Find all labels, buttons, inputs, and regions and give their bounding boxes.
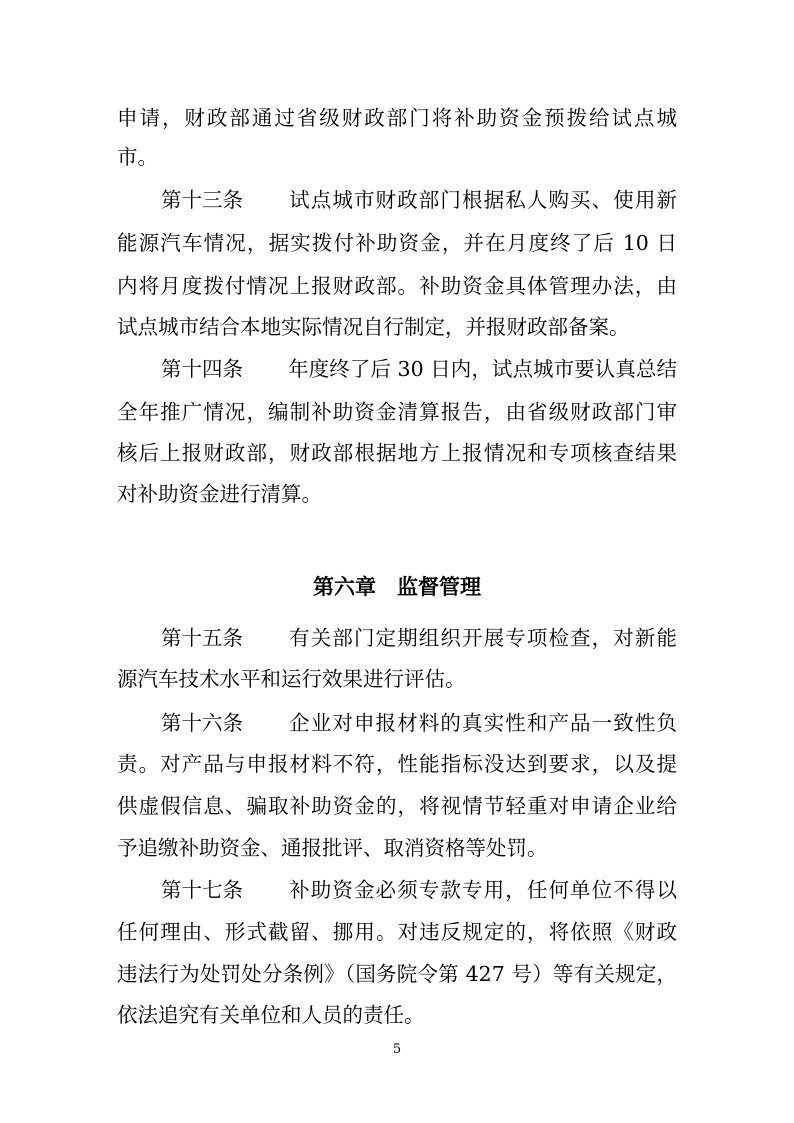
body-text-line: 予追缴补助资金、通报批评、取消资格等处罚。 (117, 836, 548, 860)
body-text-line: 全年推广情况，编制补助资金清算报告，由省级财政部门审 (117, 400, 677, 424)
article-13-text: 试点城市财政部门根据私人购买、使用新 (288, 188, 677, 212)
article-16-text: 企业对申报材料的真实性和产品一致性负 (288, 711, 677, 735)
body-text-line: 申请，财政部通过省级财政部门将补助资金预拨给试点城 (117, 106, 677, 130)
article-15-first-line (161, 628, 677, 649)
article-15-text: 有关部门定期组织开展专项检查，对新能 (288, 626, 677, 650)
body-text-line: 核后上报财政部，财政部根据地方上报情况和专项核查结果 (117, 441, 677, 465)
article-14-text: 年度终了后 30 日内，试点城市要认真总结 (288, 357, 677, 381)
article-15-label: 第十五条 (161, 626, 243, 650)
body-text-line: 对补助资金进行清算。 (117, 482, 322, 506)
body-text-line: 依法追究有关单位和人员的责任。 (117, 1003, 425, 1027)
body-text-line: 市。 (117, 145, 158, 169)
chapter-heading: 第六章 监督管理 (313, 575, 481, 599)
body-text-line: 内将月度拨付情况上报财政部。补助资金具体管理办法，由 (117, 274, 677, 298)
body-text-line: 能源汽车情况，据实拨付补助资金，并在月度终了后 10 日 (117, 231, 677, 255)
article-17-text: 补助资金必须专款专用，任何单位不得以 (288, 878, 677, 902)
article-13-first-line (161, 190, 677, 211)
page-number: 5 (392, 1042, 402, 1057)
article-13-label: 第十三条 (161, 188, 243, 212)
article-17-label: 第十七条 (161, 878, 243, 902)
article-14-label: 第十四条 (161, 357, 243, 381)
body-text-line: 供虚假信息、骗取补助资金的，将视情节轻重对申请企业给 (117, 794, 677, 818)
body-text-line: 责。对产品与申报材料不符，性能指标没达到要求，以及提 (117, 752, 677, 776)
article-16-label: 第十六条 (161, 711, 243, 735)
body-text-line: 源汽车技术水平和运行效果进行评估。 (117, 667, 466, 691)
body-text-line: 任何理由、形式截留、挪用。对违反规定的，将依照《财政 (117, 920, 677, 944)
article-17-first-line (161, 880, 677, 901)
article-14-first-line (161, 359, 677, 380)
article-16-first-line (161, 713, 677, 734)
body-text-line: 试点城市结合本地实际情况自行制定，并报财政部备案。 (117, 315, 630, 339)
body-text-line: 违法行为处罚处分条例》（国务院令第 427 号）等有关规定， (117, 962, 677, 986)
